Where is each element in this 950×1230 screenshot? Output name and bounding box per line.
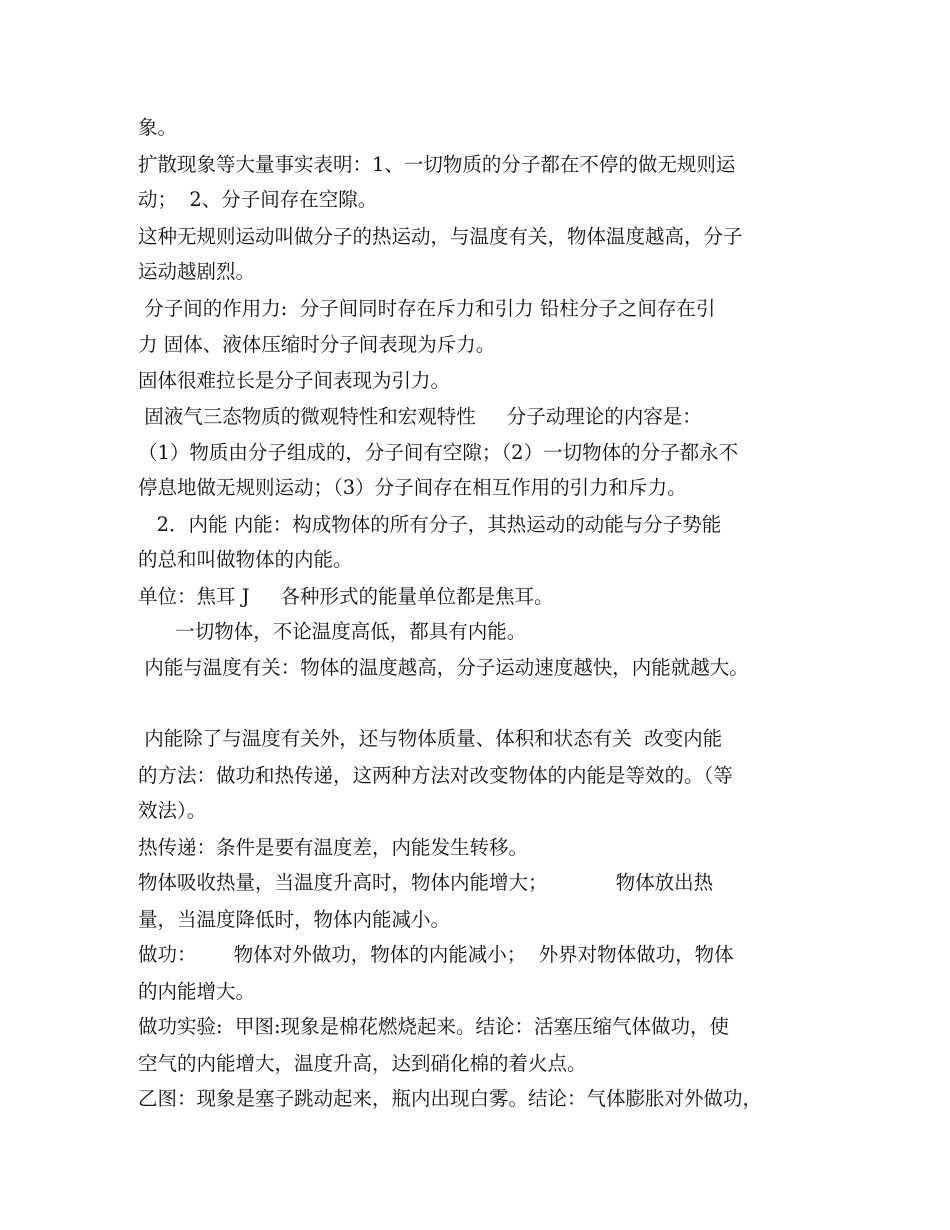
text-line: 的内能增大。 [138,980,256,1003]
text-line: 扩散现象等大量事实表明：1、一切物质的分子都在不停的做无规则运 [138,153,736,176]
text-line: 物体吸收热量，当温度升高时，物体内能增大； 物体放出热 [138,871,714,894]
text-line: 2．内能 内能：构成物体的所有分子，其热运动的动能与分子势能 [138,513,722,536]
text-line: 做功实验: 甲图:现象是棉花燃烧起来。结论：活塞压缩气体做功，使 [138,1015,730,1038]
text-line: 单位：焦耳 J 各种形式的能量单位都是焦耳。 [138,585,554,608]
text-line: 停息地做无规则运动；（3）分子间存在相互作用的引力和斥力。 [138,476,687,499]
text-line: 运动越剧烈。 [138,260,256,283]
text-line: 热传递：条件是要有温度差，内能发生转移。 [138,836,529,859]
text-line: 一切物体，不论温度高低，都具有内能。 [138,620,527,643]
text-line: 空气的内能增大，温度升高，达到硝化棉的着火点。 [138,1052,587,1075]
text-line: 力 固体、液体压缩时分子间表现为斥力。 [138,333,496,356]
text-line: 内能与温度有关：物体的温度越高，分子运动速度越快，内能就越大。 [138,656,749,679]
text-line: 做功： 物体对外做功，物体的内能减小； 外界对物体做功，物体 [138,943,734,966]
text-line: 量，当温度降低时，物体内能减小。 [138,908,451,931]
text-line: （1）物质由分子组成的，分子间有空隙；（2）一切物体的分子都永不 [138,441,739,464]
text-line: 这种无规则运动叫做分子的热运动，与温度有关，物体温度越高，分子 [138,225,743,248]
text-line: 的方法：做功和热传递，这两种方法对改变物体的内能是等效的。（等 [138,764,733,787]
text-line: 乙图：现象是塞子跳动起来，瓶内出现白雾。结论：气体膨胀对外做功， [138,1087,763,1110]
text-line: 固液气三态物质的微观特性和宏观特性 分子动理论的内容是： [138,405,702,428]
text-line: 内能除了与温度有关外，还与物体质量、体积和状态有关 改变内能 [138,727,723,750]
text-line: 效法）。 [138,799,207,822]
text-line: 固体很难拉长是分子间表现为引力。 [138,369,451,392]
text-line: 象。 [138,116,178,139]
text-line: 的总和叫做物体的内能。 [138,548,353,571]
text-line: 分子间的作用力: 分子间同时存在斥力和引力 铅柱分子之间存在引 [138,297,716,320]
text-line: 动； 2、分子间存在空隙。 [138,188,378,211]
